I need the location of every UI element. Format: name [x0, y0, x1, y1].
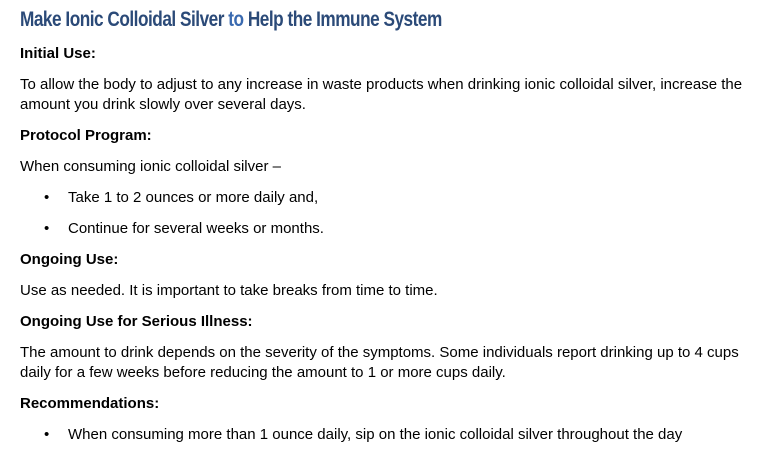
- bullet-icon: •: [44, 426, 50, 443]
- document-page: [20, 6, 756, 445]
- paragraph-protocol-program: When consuming ionic colloidal silver –: [20, 158, 281, 175]
- list-item: [20, 188, 756, 208]
- heading-recommendations: Recommendations:: [20, 395, 160, 412]
- list-item-text: Take 1 to 2 ounces or more daily and,: [68, 189, 319, 206]
- heading-protocol-program: Protocol Program:: [20, 127, 152, 144]
- heading-serious-illness: Ongoing Use for Serious Illness:: [20, 313, 253, 330]
- page-title: [20, 6, 624, 34]
- protocol-bullet-list: [20, 188, 756, 239]
- title-part-1: Make Ionic Colloidal Silver: [20, 8, 224, 31]
- title-part-3: Help the Immune System: [247, 8, 442, 31]
- bullet-icon: •: [44, 220, 50, 237]
- title-part-2: to: [228, 8, 244, 31]
- paragraph-ongoing-use: Use as needed. It is important to take breaks from time to time.: [20, 282, 438, 299]
- list-item-text: When consuming more than 1 ounce daily, sip on the ionic colloidal silver throughout the day: [68, 426, 683, 443]
- list-item: [20, 219, 756, 239]
- heading-initial-use: Initial Use:: [20, 45, 96, 62]
- paragraph-initial-use: To allow the body to adjust to any increase in waste products when drinking ionic colloidal silver, increase the amount you drink slowly over several days.: [20, 76, 743, 113]
- paragraph-serious-illness: The amount to drink depends on the severity of the symptoms. Some individuals report drinking up to 4 cups daily for a few weeks before reducing the amount to 1 or more cups daily.: [20, 344, 739, 381]
- heading-ongoing-use: Ongoing Use:: [20, 251, 119, 268]
- bullet-icon: •: [44, 189, 50, 206]
- list-item-text: Continue for several weeks or months.: [68, 220, 324, 237]
- recommendations-bullet-list: [20, 425, 756, 445]
- list-item: [20, 425, 756, 445]
